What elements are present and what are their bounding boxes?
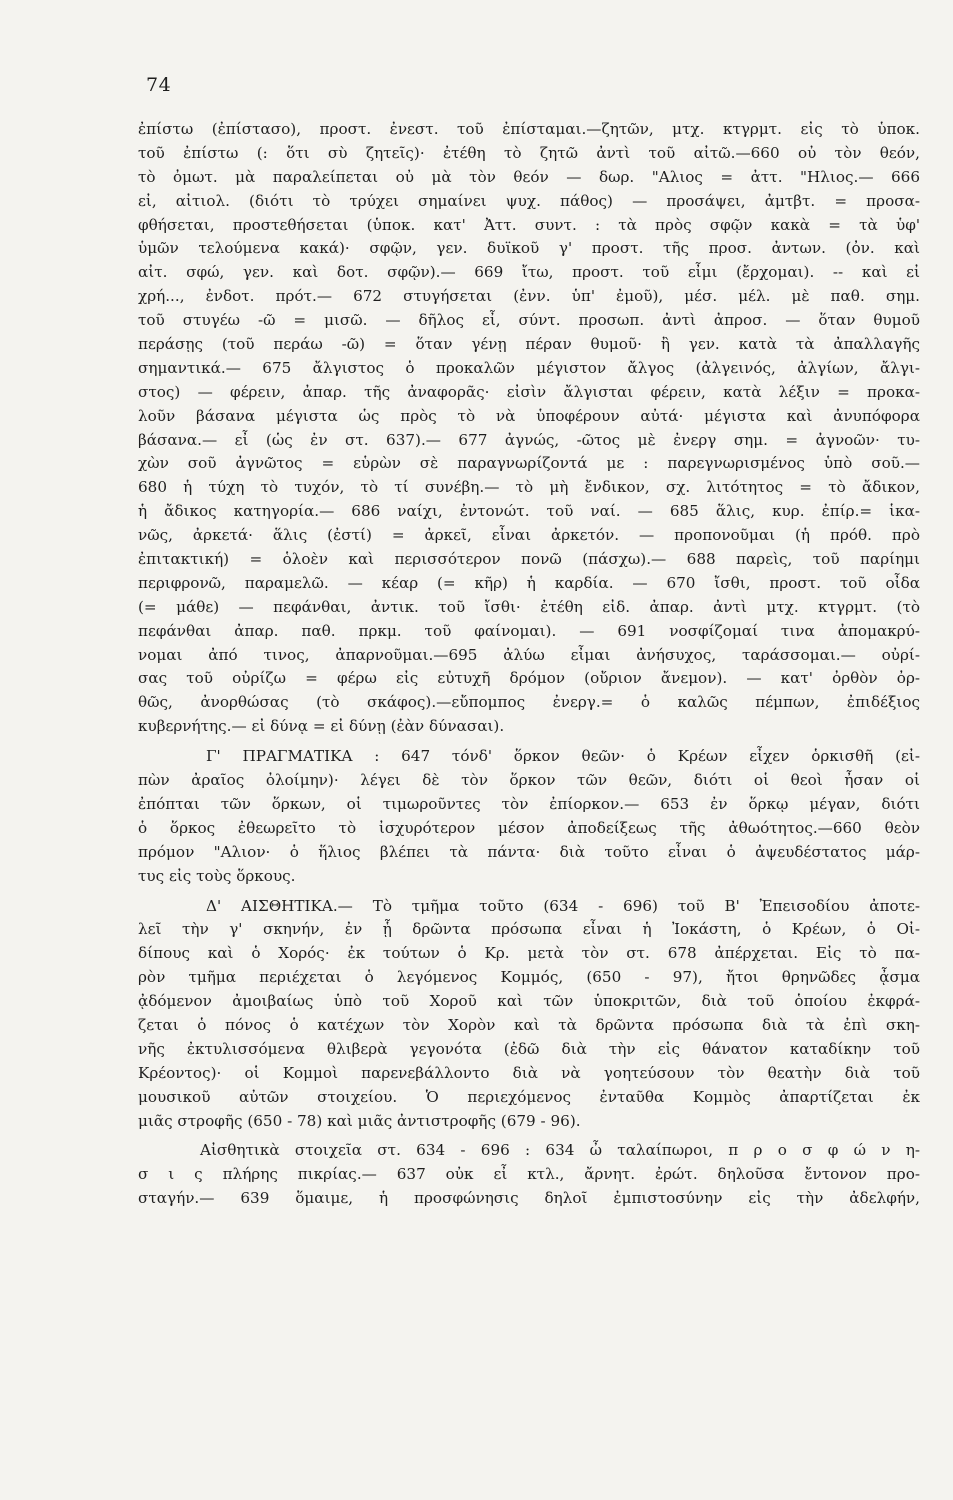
text-line: τοῦ στυγέω -ῶ = μισῶ. — δῆλος εἶ, σύντ. προσωπ. ἀντὶ ἀπροσ. — ὅταν θυμοῦ — [138, 311, 920, 330]
text-line: σας τοῦ οὐρίζω = φέρω εἰς εὐτυχῆ δρόμον (οὔριον ἄνεμον). — κατ' ὀρθὸν ὀρ- — [138, 669, 920, 688]
text-line: εἰ, αἰτιολ. (διότι τὸ τρύχει σημαίνει ψυχ. πάθος) — προσάψει, ἀμτβτ. = προσα- — [138, 191, 920, 210]
commentary-text — [138, 118, 920, 1211]
text-line: τοῦ ἐπίστω (: ὅτι σὺ ζητεῖς)· ἐτέθη τὸ ζητῶ ἀντὶ τοῦ αἰτῶ.—660 οὐ τὸν θεόν, — [138, 143, 920, 162]
text-line: βάσανα.— εἶ (ὡς ἐν στ. 637).— 677 ἀγνώς, -ῶτος μὲ ἐνεργ σημ. = ἀγνοῶν· τυ- — [138, 430, 920, 449]
text-line: δίπους καὶ ὁ Χορός· ἐκ τούτων ὁ Κρ. μετὰ τὸν στ. 678 ἀπέρχεται. Εἰς τὸ πα- — [138, 944, 920, 963]
text-line: νῆς ἐκτυλισσόμενα θλιβερὰ γεγονότα (ἐδῶ διὰ τὴν εἰς θάνατον καταδίκην τοῦ — [138, 1039, 920, 1058]
text-line: 680 ἡ τύχη τὸ τυχόν, τὸ τί συνέβη.— τὸ μὴ ἔνδικον, σχ. λιτότητος = τὸ ἄδικον, — [138, 478, 920, 497]
text-line: σταγήν.— 639 ὅμαιμε, ἡ προσφώνησις δηλοῖ ἐμπιστοσύνην εἰς τὴν ἀδελφήν, — [138, 1189, 920, 1208]
text-line: σημαντικά.— 675 ἄλγιστος ὁ προκαλῶν μέγιστον ἄλγος (ἀλγεινός, ἀλγίων, ἄλγι- — [138, 358, 920, 377]
text-line: πεφάνθαι ἀπαρ. παθ. πρκμ. τοῦ φαίνομαι). — 691 νοσφίζομαί τινα ἀπομακρύ- — [138, 621, 920, 640]
text-line: μιᾶς στροφῆς (650 - 78) καὶ μιᾶς ἀντιστροφῆς (679 - 96). — [138, 1111, 581, 1130]
text-line: περιφρονῶ, παραμελῶ. — κέαρ (= κῆρ) ἡ καρδία. — 670 ἴσθι, προστ. τοῦ οἶδα — [138, 573, 920, 592]
text-line: ἐπιτακτική) = ὁλοὲν καὶ περισσότερον πονῶ (πάσχω).— 688 παρεὶς, τοῦ παρίημι — [138, 550, 920, 569]
text-line: ἐπόπται τῶν ὅρκων, οἱ τιμωροῦντες τὸν ἐπίορκον.— 653 ἐν ὅρκῳ μέγαν, διότι — [138, 794, 920, 813]
text-line: αἰτ. σφώ, γεν. καὶ δοτ. σφῷν).— 669 ἴτω, προστ. τοῦ εἶμι (ἔρχομαι). -- καὶ εἰ — [138, 263, 920, 282]
text-line: (= μάθε) — πεφάνθαι, ἀντικ. τοῦ ἴσθι· ἐτέθη εἰδ. ἀπαρ. ἀντὶ μτχ. κτγρμτ. (τὸ — [138, 597, 920, 616]
text-line: πὼν ἀραῖος ὀλοίμην)· λέγει δὲ τὸν ὅρκον τῶν θεῶν, διότι οἱ θεοὶ ἦσαν οἱ — [138, 771, 920, 790]
text-line: ὑμῶν τελούμενα κακά)· σφῷν, γεν. δυϊκοῦ γ' προστ. τῆς προσ. ἀντων. (ὀν. καὶ — [138, 239, 920, 258]
text-line: κυβερνήτης.— εἰ δύνᾳ = εἰ δύνῃ (ἐὰν δύνασαι). — [138, 717, 505, 736]
text-line: σ ι ς πλήρης πικρίας.— 637 οὐκ εἶ κτλ., ἄρνητ. ἐρώτ. δηλοῦσα ἔντονον προ- — [138, 1165, 920, 1184]
text-line: λοῦν βάσανα μέγιστα ὡς πρὸς τὸ νὰ ὑποφέρουν αὐτά· μέγιστα καὶ ἀνυπόφορα — [138, 406, 920, 425]
text-line: νῶς, ἀρκετά· ἅλις (ἐστί) = ἀρκεῖ, εἶναι ἀρκετόν. — προπονοῦμαι (ἡ πρόθ. πρὸ — [138, 526, 920, 545]
text-line: ρὸν τμῆμα περιέχεται ὁ λεγόμενος Κομμός, (650 - 97), ἤτοι θρηνῶδες ᾆσμα — [138, 968, 920, 987]
text-line: τυς εἰς τοὺς ὅρκους. — [138, 866, 296, 885]
text-line: λεῖ τὴν γ' σκηνήν, ἐν ᾗ δρῶντα πρόσωπα εἶναι ἡ Ἰοκάστη, ὁ Κρέων, ὁ Οἰ- — [138, 920, 920, 939]
text-line: ζεται ὁ πόνος ὁ κατέχων τὸν Χορὸν καὶ τὰ δρῶντα πρόσωπα διὰ τὰ ἐπὶ σκη- — [138, 1015, 920, 1034]
text-line: θῶς, ἀνορθώσας (τὸ σκάφος).—εὔπομπος ἐνεργ.= ὁ καλῶς πέμπων, ἐπιδέξιος — [138, 693, 920, 712]
text-line: ἐπίστω (ἐπίστασο), προστ. ἐνεστ. τοῦ ἐπίσταμαι.—ζητῶν, μτχ. κτγρμτ. εἰς τὸ ὑποκ. — [138, 120, 920, 138]
text-line: πρόμον "Αλιον· ὁ ἥλιος βλέπει τὰ πάντα· διὰ τοῦτο εἶναι ὁ ἀψευδέστατος μάρ- — [138, 842, 920, 861]
text-line: ὁ ὅρκος ἐθεωρεῖτο τὸ ἰσχυρότερον μέσον ἀποδείξεως τῆς ἀθωότητος.—660 θεὸν — [138, 818, 920, 837]
text-line: νομαι ἀπό τινος, ἀπαρνοῦμαι.—695 ἀλύω εἶμαι ἀνήσυχος, ταράσσομαι.— οὐρί- — [138, 645, 920, 664]
text-line: μουσικοῦ αὐτῶν στοιχείου. Ὁ περιεχόμενος ἐνταῦθα Κομμὸς ἀπαρτίζεται ἐκ — [138, 1087, 920, 1106]
subsection-aisthetika-stoicheia: Αἰσθητικὰ στοιχεῖα στ. 634 - 696 : 634 ὦ ταλαίπωροι, π ρ ο σ φ ώ ν η- — [200, 1141, 920, 1160]
section-pragmatika-heading: Γ' ΠΡΑΓΜΑΤΙΚΑ : 647 τόνδ' ὅρκον θεῶν· ὁ Κρέων εἶχεν ὁρκισθῆ (εἰ- — [206, 747, 920, 766]
page-number: 74 — [146, 74, 172, 96]
text-line: χρή..., ἐνδοτ. πρότ.— 672 στυγήσεται (ἐνν. ὑπ' ἐμοῦ), μέσ. μέλ. μὲ παθ. σημ. — [138, 287, 920, 306]
text-line: ᾀδόμενον ἀμοιβαίως ὑπὸ τοῦ Χοροῦ καὶ τῶν ὑποκριτῶν, διὰ τοῦ ὁποίου ἐκφρά- — [138, 992, 920, 1011]
text-line: ἡ ἄδικος κατηγορία.— 686 ναίχι, ἐντονώτ. τοῦ ναί. — 685 ἅλις, κυρ. ἐπίρ.= ἱκα- — [138, 502, 920, 521]
section-aisthetika-heading: Δ' ΑΙΣΘΗΤΙΚΑ.— Τὸ τμῆμα τοῦτο (634 - 696) τοῦ Β' Ἐπεισοδίου ἀποτε- — [206, 896, 920, 915]
text-line: Κρέοντος)· οἱ Κομμοὶ παρενεβάλλοντο διὰ νὰ γοητεύσουν τὸν θεατὴν διὰ τοῦ — [138, 1063, 920, 1082]
text-line: περάσῃς (τοῦ περάω -ῶ) = ὅταν γένῃ πέραν θυμοῦ· ἢ γεν. κατὰ τὰ ἀπαλλαγῆς — [138, 335, 920, 354]
text-line: τὸ ὀμωτ. μὰ παραλείπεται οὐ μὰ τὸν θεόν — δωρ. "Αλιος = ἀττ. "Ηλιος.— 666 — [138, 167, 920, 186]
text-line: φθήσεται, προστεθήσεται (ὑποκ. κατ' Ἀττ. συντ. : τὰ πρὸς σφῷν κακὰ = τὰ ὑφ' — [138, 215, 920, 234]
text-line: χὼν σοῦ ἀγνῶτος = εὑρὼν σὲ παραγνωρίζοντά με : παρεγνωρισμένος ὑπὸ σοῦ.— — [138, 454, 920, 473]
text-line: στος) — φέρειν, ἀπαρ. τῆς ἀναφορᾶς· εἰσὶν ἄλγισται φέρειν, κατὰ λέξιν = προκα- — [138, 382, 920, 401]
